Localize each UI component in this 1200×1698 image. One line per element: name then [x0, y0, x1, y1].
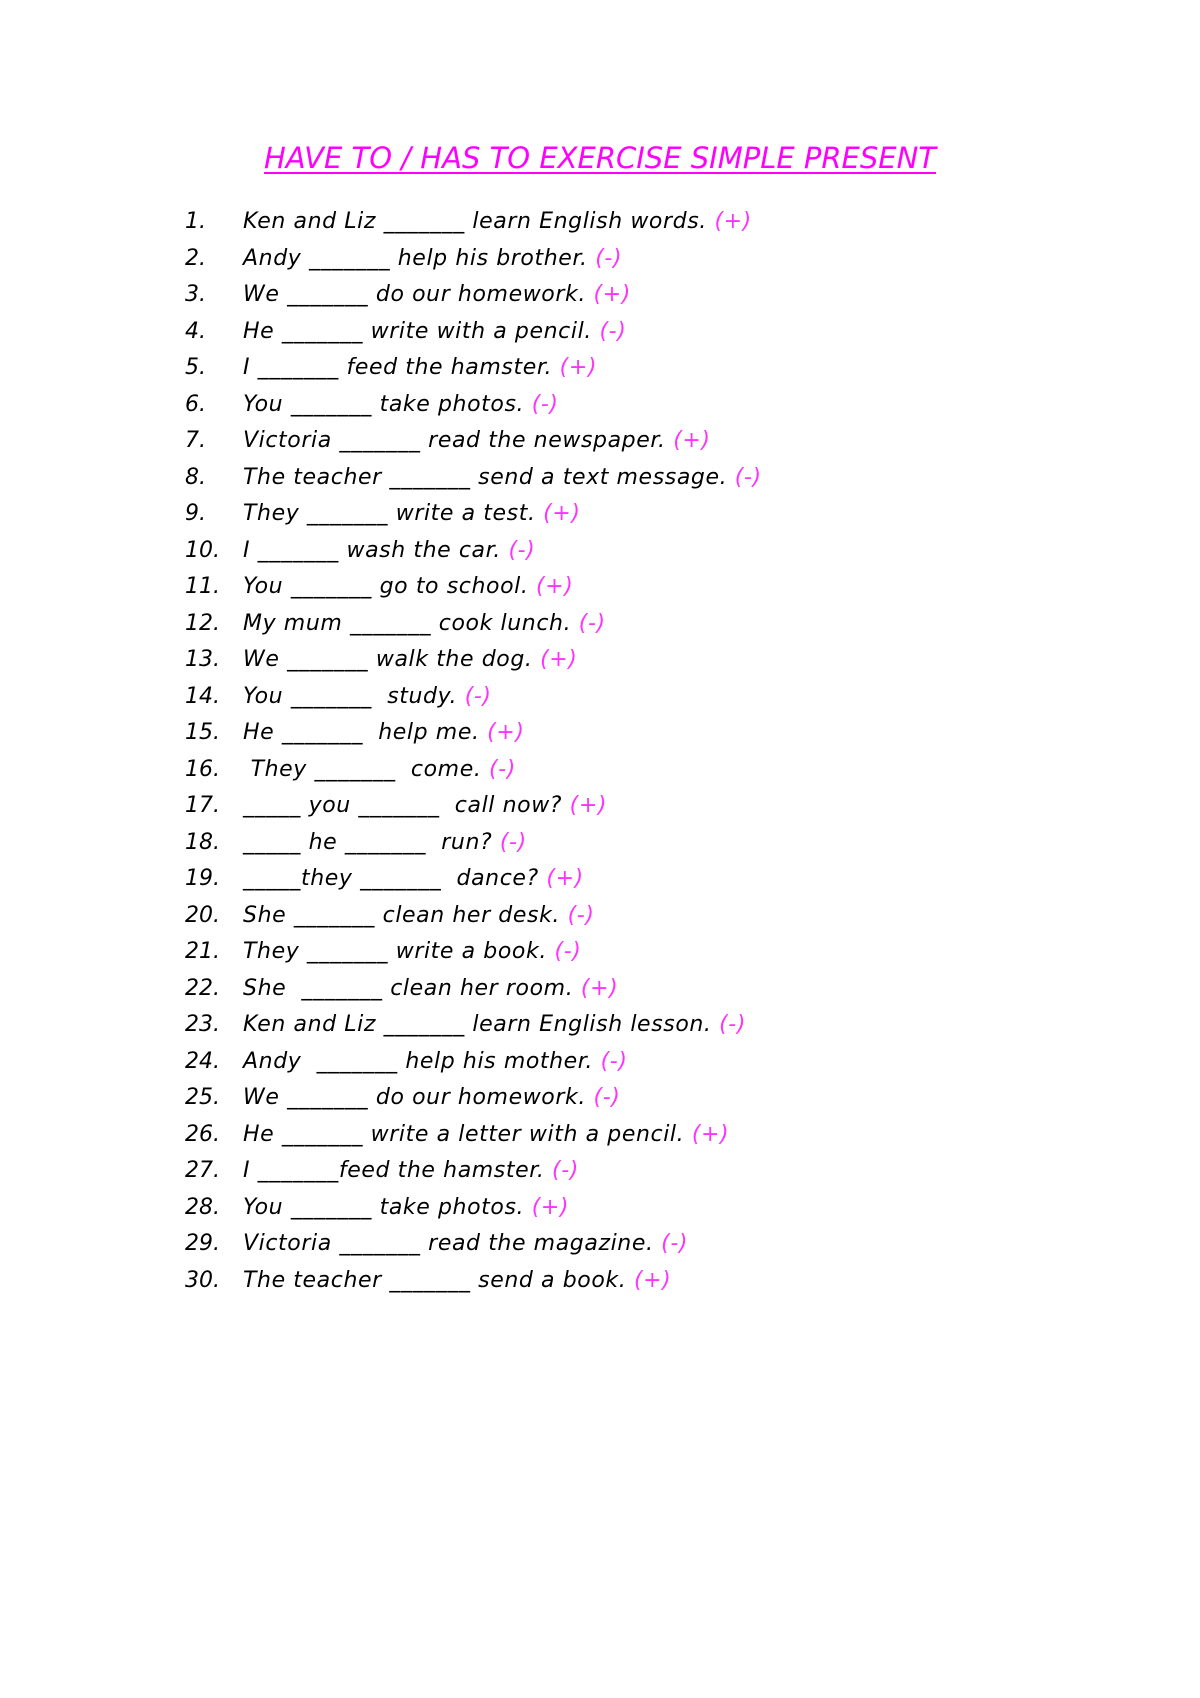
exercise-number: 25. — [185, 1085, 220, 1110]
exercise-number: 16. — [185, 756, 220, 782]
exercise-sentence — [243, 208, 752, 236]
polarity-marker: (-) — [464, 683, 492, 709]
polarity-marker: (-) — [552, 1158, 579, 1183]
polarity-marker: (+) — [536, 574, 574, 599]
exercise-sentence — [243, 1084, 620, 1112]
polarity-marker: (-) — [554, 939, 582, 964]
exercise-sentence — [243, 281, 631, 309]
sentence-text: You _______ go to school. — [243, 574, 529, 599]
exercise-sentence — [243, 938, 581, 966]
exercise-number: 5. — [185, 355, 206, 380]
sentence-text: We _______ walk the dog. — [243, 647, 533, 672]
sentence-text: _____ you _______ call now? — [243, 793, 563, 818]
exercise-sentence — [243, 427, 711, 455]
exercise-number: 2. — [185, 245, 206, 271]
exercise-number: 27. — [185, 1158, 220, 1183]
sentence-text: We _______ do our homework. — [243, 1085, 586, 1110]
polarity-marker: (-) — [531, 391, 559, 417]
exercise-sentence — [243, 318, 626, 346]
exercise-sentence — [243, 537, 535, 565]
sentence-text: They _______ write a book. — [243, 939, 547, 964]
exercise-number: 17. — [185, 793, 220, 818]
polarity-marker: (+) — [691, 1121, 730, 1147]
exercise-sentence — [243, 719, 525, 747]
exercise-sentence — [243, 245, 622, 273]
polarity-marker: (-) — [599, 318, 627, 344]
sentence-text: Victoria _______ read the newspaper. — [243, 428, 666, 453]
sentence-text: My mum _______ cook lunch. — [243, 610, 572, 636]
exercise-number: 21. — [185, 939, 220, 964]
exercise-sentence — [243, 829, 527, 857]
polarity-marker: (+) — [531, 1194, 570, 1220]
exercise-sentence — [243, 573, 573, 601]
exercise-sentence — [243, 683, 492, 711]
polarity-marker: (-) — [578, 610, 606, 636]
sentence-text: You _______ take photos. — [243, 1194, 525, 1220]
exercise-sentence — [243, 1230, 688, 1258]
exercise-number: 4. — [185, 318, 206, 344]
exercise-number: 11. — [185, 574, 220, 599]
sentence-text: They _______ write a test. — [243, 501, 536, 526]
polarity-marker: (+) — [714, 209, 752, 234]
polarity-marker: (-) — [593, 1085, 621, 1110]
exercise-number: 9. — [185, 501, 206, 526]
exercise-number: 18. — [185, 829, 220, 855]
sentence-text: Ken and Liz _______ learn English words. — [243, 209, 707, 234]
polarity-marker: (-) — [499, 829, 527, 855]
sentence-text: We _______ do our homework. — [243, 282, 586, 307]
sentence-text: He _______ write a letter with a pencil. — [243, 1121, 685, 1147]
exercise-number: 10. — [185, 537, 220, 563]
exercise-sentence — [243, 500, 581, 528]
exercise-number: 1. — [185, 209, 206, 234]
polarity-marker: (+) — [633, 1267, 672, 1293]
sentence-text: She _______ clean her desk. — [243, 902, 561, 928]
polarity-marker: (-) — [600, 1048, 628, 1074]
polarity-marker: (+) — [543, 501, 581, 526]
exercise-number: 6. — [185, 391, 206, 417]
sentence-text: He _______ help me. — [243, 720, 480, 745]
sentence-text: Andy _______ help his brother. — [243, 245, 588, 271]
sentence-text: Andy _______ help his mother. — [243, 1048, 594, 1074]
exercise-sentence — [243, 1121, 729, 1149]
exercise-sentence — [243, 1157, 579, 1185]
sentence-text: _____they _______ dance? — [243, 866, 539, 891]
sentence-text: _____ he _______ run? — [243, 829, 493, 855]
exercise-number: 23. — [185, 1012, 220, 1037]
exercise-sentence — [243, 975, 618, 1003]
exercise-number: 20. — [185, 902, 220, 928]
polarity-marker: (-) — [595, 245, 623, 271]
exercise-sentence — [243, 610, 606, 638]
exercise-number: 28. — [185, 1194, 220, 1220]
exercise-number: 12. — [185, 610, 220, 636]
exercise-sentence — [243, 756, 516, 784]
polarity-marker: (-) — [567, 902, 595, 928]
sentence-text: He _______ write with a pencil. — [243, 318, 592, 344]
exercise-sentence — [243, 464, 762, 492]
exercise-sentence — [243, 1011, 746, 1039]
exercise-number: 19. — [185, 866, 220, 891]
polarity-marker: (+) — [540, 647, 578, 672]
exercise-sentence — [243, 646, 577, 674]
exercise-number: 15. — [185, 720, 220, 745]
polarity-marker: (+) — [673, 428, 711, 453]
polarity-marker: (+) — [580, 975, 619, 1001]
exercise-number: 8. — [185, 464, 206, 490]
sentence-text: You _______ study. — [243, 683, 458, 709]
sentence-text: I _______feed the hamster. — [243, 1158, 545, 1183]
sentence-text: She _______ clean her room. — [243, 975, 574, 1001]
polarity-marker: (-) — [719, 1012, 747, 1037]
sentence-text: You _______ take photos. — [243, 391, 525, 417]
exercise-sentence — [243, 391, 559, 419]
exercise-number: 13. — [185, 647, 220, 672]
exercise-sentence — [243, 792, 607, 820]
exercise-number: 30. — [185, 1267, 220, 1293]
polarity-marker: (+) — [593, 282, 631, 307]
exercise-sentence — [243, 1048, 628, 1076]
polarity-marker: (-) — [661, 1231, 689, 1256]
polarity-marker: (+) — [569, 793, 608, 818]
exercise-sentence — [243, 1194, 569, 1222]
polarity-marker: (-) — [508, 537, 536, 563]
exercise-number: 26. — [185, 1121, 220, 1147]
sentence-text: Ken and Liz _______ learn English lesson. — [243, 1012, 712, 1037]
polarity-marker: (+) — [487, 720, 525, 745]
exercise-sentence — [243, 354, 597, 382]
exercise-number: 29. — [185, 1231, 220, 1256]
sentence-text: They _______ come. — [243, 756, 482, 782]
sentence-text: I _______ wash the car. — [243, 537, 501, 563]
exercise-sentence — [243, 902, 595, 930]
sentence-text: Victoria _______ read the magazine. — [243, 1231, 654, 1256]
polarity-marker: (+) — [559, 355, 598, 380]
exercise-number: 7. — [185, 428, 206, 453]
exercise-sentence — [243, 865, 584, 893]
polarity-marker: (+) — [546, 866, 584, 891]
exercise-number: 3. — [185, 282, 206, 307]
sentence-text: The teacher _______ send a text message. — [243, 464, 728, 490]
exercise-number: 24. — [185, 1048, 220, 1074]
sentence-text: I _______ feed the hamster. — [243, 355, 553, 380]
polarity-marker: (-) — [734, 464, 762, 490]
page-title: HAVE TO / HAS TO EXERCISE SIMPLE PRESENT — [263, 141, 937, 175]
exercise-sentence — [243, 1267, 671, 1295]
exercise-number: 22. — [185, 975, 220, 1001]
exercise-number: 14. — [185, 683, 220, 709]
sentence-text: The teacher _______ send a book. — [243, 1267, 627, 1293]
polarity-marker: (-) — [489, 756, 516, 782]
